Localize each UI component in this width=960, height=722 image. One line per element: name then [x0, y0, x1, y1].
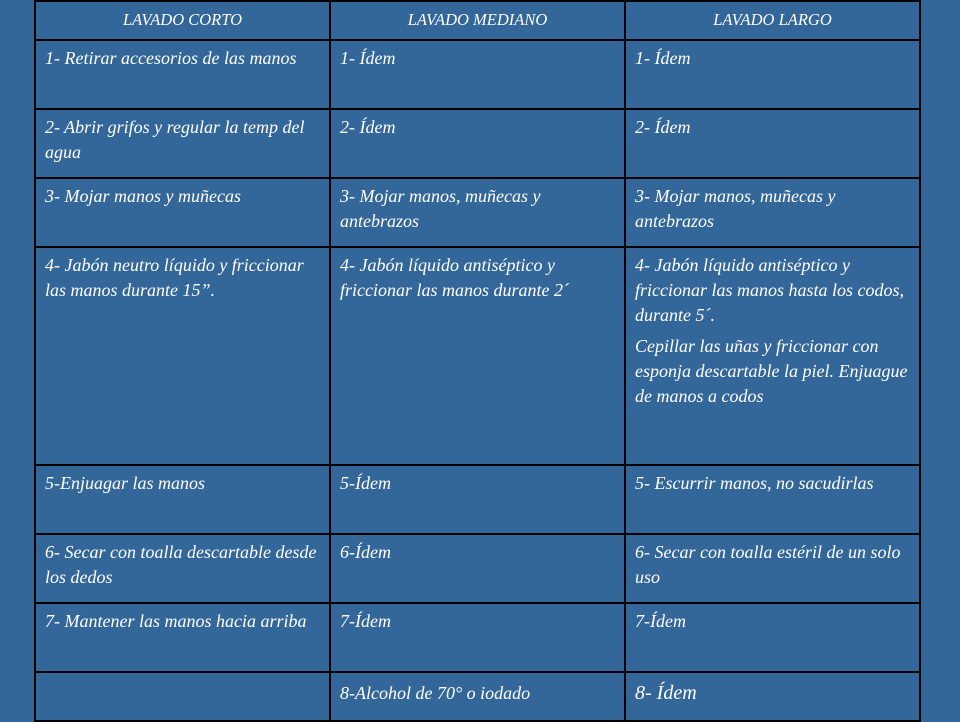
table-header-row — [35, 1, 920, 40]
table-row — [35, 40, 920, 109]
table-row — [35, 465, 920, 534]
table-cell-empty — [35, 672, 330, 721]
table-row — [35, 603, 920, 672]
handwashing-comparison-table-frame — [34, 0, 919, 712]
table-cell: 1- Ídem — [330, 40, 625, 109]
handwashing-comparison-table — [34, 0, 921, 722]
table-cell: 5-Enjuagar las manos — [35, 465, 330, 534]
table-cell: 6- Secar con toalla estéril de un solo uso — [625, 534, 920, 603]
header-lavado-corto: LAVADO CORTO — [35, 1, 330, 40]
table-row — [35, 109, 920, 178]
table-cell: 3- Mojar manos, muñecas y antebrazos — [625, 178, 920, 247]
table-row — [35, 178, 920, 247]
cell-paragraph: 4- Jabón líquido antiséptico y friccionar las manos hasta los codos, durante 5´. — [635, 255, 905, 325]
header-lavado-mediano: LAVADO MEDIANO — [330, 1, 625, 40]
table-row — [35, 247, 920, 465]
table-cell: 1- Ídem — [625, 40, 920, 109]
cell-paragraph-extra: Cepillar las uñas y friccionar con esponja descartable la piel. Enjuague de manos a codos — [635, 336, 908, 406]
table-cell: 2- Ídem — [625, 109, 920, 178]
table-cell: 4- Jabón líquido antiséptico y friccionar las manos durante 2´ — [330, 247, 625, 465]
table-row — [35, 534, 920, 603]
table-row — [35, 672, 920, 721]
table-cell: 7- Mantener las manos hacia arriba — [35, 603, 330, 672]
table-cell — [625, 247, 920, 465]
table-cell: 2- Abrir grifos y regular la temp del agua — [35, 109, 330, 178]
table-cell: 6-Ídem — [330, 534, 625, 603]
table-cell: 2- Ídem — [330, 109, 625, 178]
table-cell: 6- Secar con toalla descartable desde los dedos — [35, 534, 330, 603]
table-cell: 5- Escurrir manos, no sacudirlas — [625, 465, 920, 534]
header-lavado-largo: LAVADO LARGO — [625, 1, 920, 40]
table-cell: 5-Ídem — [330, 465, 625, 534]
table-cell: 8- Ídem — [625, 672, 920, 721]
table-cell: 7-Ídem — [625, 603, 920, 672]
table-cell: 7-Ídem — [330, 603, 625, 672]
table-cell: 3- Mojar manos y muñecas — [35, 178, 330, 247]
table-cell: 1- Retirar accesorios de las manos — [35, 40, 330, 109]
table-cell: 4- Jabón neutro líquido y friccionar las manos durante 15”. — [35, 247, 330, 465]
table-cell: 8-Alcohol de 70° o iodado — [330, 672, 625, 721]
table-cell: 3- Mojar manos, muñecas y antebrazos — [330, 178, 625, 247]
